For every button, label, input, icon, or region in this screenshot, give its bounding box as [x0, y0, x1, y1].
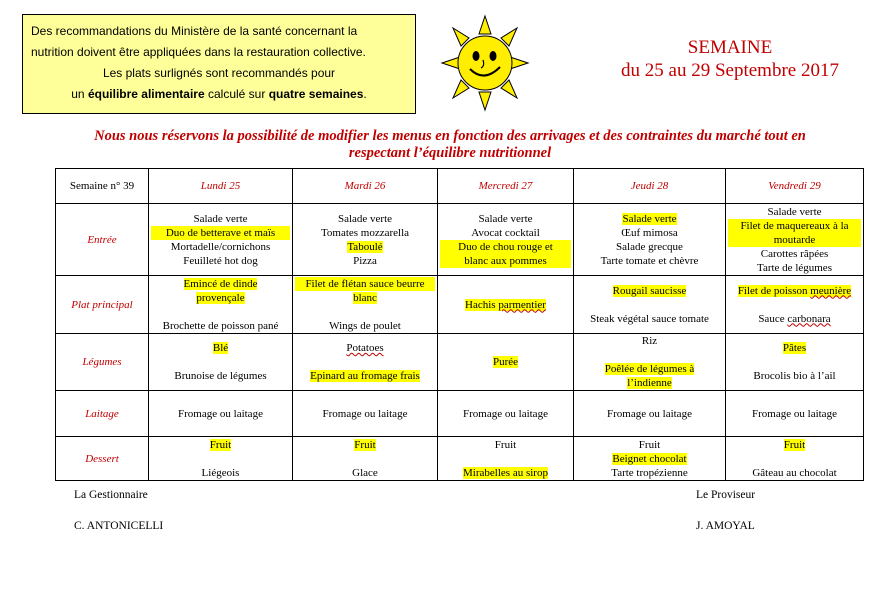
menu-item: Salade grecque: [616, 240, 683, 253]
menu-item-text: Hachis: [465, 298, 499, 311]
menu-item-recommended: l’indienne: [627, 377, 672, 389]
menu-item-recommended: provençale: [196, 291, 245, 304]
menu-item-recommended: Pâtes: [782, 342, 807, 354]
menu-item-recommended: Mirabelles au sirop: [463, 466, 548, 479]
table-row: [56, 334, 864, 391]
day-header-lundi: Lundi 25: [149, 169, 293, 204]
menu-item-recommended: [465, 299, 546, 311]
menu-item-text: parmentier: [498, 298, 546, 311]
menu-cell: [293, 204, 438, 276]
menu-item: Fromage ou laitage: [438, 391, 574, 437]
menu-cell: [438, 437, 574, 481]
menu-cell: [574, 276, 726, 334]
signature-left-role: La Gestionnaire: [74, 489, 148, 501]
notice-bold-balance: équilibre alimentaire: [87, 87, 205, 101]
menu-item: Fromage ou laitage: [293, 391, 438, 437]
menu-cell: [149, 437, 293, 481]
day-header-jeudi: Jeudi 28: [574, 169, 726, 204]
notice-line-4: [31, 84, 407, 105]
menu-item: Fromage ou laitage: [726, 391, 864, 437]
menu-cell: [726, 437, 864, 481]
day-header-mardi: Mardi 26: [293, 169, 438, 204]
week-heading: SEMAINE: [687, 37, 773, 58]
menu-item: Salade verte: [478, 212, 533, 225]
menu-item-text: Filet de poisson: [737, 284, 811, 297]
week-title: [585, 36, 873, 82]
menu-item: Fromage ou laitage: [149, 391, 293, 437]
menu-item-recommended: Filet de flétan sauce beurre: [295, 277, 435, 291]
menu-cell: [726, 204, 864, 276]
menu-item: Gâteau au chocolat: [752, 466, 837, 479]
menu-item: Tarte tropézienne: [611, 466, 688, 479]
menu-item: Potatoes: [346, 342, 384, 354]
menu-item-text: Sauce: [758, 312, 788, 325]
menu-item-recommended: Purée: [492, 356, 519, 368]
menu-item-recommended: Duo de betterave et maïs: [151, 226, 290, 240]
category-laitage: Laitage: [56, 391, 149, 437]
signature-right-name: J. AMOYAL: [696, 520, 755, 532]
menu-item: Carottes râpées: [760, 247, 829, 260]
menu-item: Pizza: [353, 254, 377, 267]
table-row: [56, 391, 864, 437]
menu-item: Brunoise de légumes: [174, 370, 267, 382]
menu-cell: [293, 276, 438, 334]
category-legumes: Légumes: [56, 334, 149, 391]
menu-cell: [726, 334, 864, 391]
menu-item: Tarte de légumes: [757, 261, 832, 274]
menu-cell: [293, 437, 438, 481]
menu-item-recommended: Blé: [212, 342, 229, 354]
menu-item: Wings de poulet: [329, 319, 401, 332]
menu-cell: [574, 204, 726, 276]
sun-icon: [440, 14, 530, 112]
table-row: [56, 204, 864, 276]
menu-item-recommended: Fruit: [354, 438, 376, 451]
menu-item-recommended: Fruit: [783, 438, 806, 451]
menu-cell: [149, 334, 293, 391]
menu-item-recommended: Emincé de dinde: [183, 277, 258, 290]
week-dates: du 25 au 29 Septembre 2017: [621, 60, 839, 81]
menu-item-recommended: [738, 285, 851, 297]
menu-item: Fruit: [494, 438, 517, 451]
menu-item-text: carbonara: [787, 312, 831, 325]
notice-text: .: [363, 87, 367, 101]
menu-item-text: meunière: [810, 284, 852, 297]
menu-disclaimer: [50, 128, 850, 162]
menu-item-recommended: Salade verte: [622, 212, 677, 225]
menu-item: Liégeois: [201, 466, 240, 479]
menu-item: Œuf mimosa: [621, 226, 678, 239]
menu-item: Tarte tomate et chèvre: [600, 254, 699, 267]
menu-cell: [438, 334, 574, 391]
notice-bold-weeks: quatre semaines: [268, 87, 364, 101]
category-entree: Entrée: [56, 204, 149, 276]
notice-line-2: nutrition doivent être appliquées dans la restauration collective.: [31, 45, 366, 59]
table-row: [56, 276, 864, 334]
table-header-row: [56, 169, 864, 204]
menu-item-recommended: Beignet chocolat: [612, 452, 687, 465]
menu-item: Salade verte: [193, 212, 248, 225]
menu-item: Salade verte: [767, 205, 822, 218]
menu-item: Fromage ou laitage: [574, 391, 726, 437]
menu-item-recommended: blanc aux pommes: [440, 254, 571, 268]
menu-item: Salade verte: [337, 212, 393, 225]
menu-cell: [438, 276, 574, 334]
menu-item-recommended: blanc: [353, 291, 377, 304]
menu-item-recommended: Epinard au fromage frais: [310, 370, 420, 382]
menu-item: Glace: [352, 466, 378, 479]
day-header-vendredi: Vendredi 29: [726, 169, 864, 204]
week-number: Semaine n° 39: [56, 169, 149, 204]
menu-item: Mortadelle/cornichons: [170, 240, 271, 253]
menu-item: Fruit: [638, 438, 661, 451]
menu-cell: [574, 334, 726, 391]
menu-item-recommended: Filet de maquereaux à la: [728, 219, 861, 233]
menu-cell: [293, 334, 438, 391]
disclaimer-line-1: Nous nous réservons la possibilité de modifier les menus en fonction des arrivages et des contraintes du marché tout en: [94, 128, 806, 144]
signature-left-name: C. ANTONICELLI: [74, 520, 164, 532]
notice-text: calculé sur: [204, 87, 269, 101]
menu-item-recommended: Duo de chou rouge et: [440, 240, 571, 254]
menu-item: Feuilleté hot dog: [183, 254, 258, 267]
notice-line-3: Les plats surlignés sont recommandés pour: [102, 66, 336, 80]
menu-item: Brochette de poisson pané: [162, 319, 279, 332]
menu-cell: [726, 276, 864, 334]
menu-cell: [574, 437, 726, 481]
recommendation-notice: [22, 14, 416, 114]
disclaimer-line-2: respectant l’équilibre nutritionnel: [348, 145, 552, 161]
notice-text: un: [71, 87, 88, 101]
menu-cell: [149, 204, 293, 276]
day-header-mercredi: Mercredi 27: [438, 169, 574, 204]
menu-item-recommended: Rougail saucisse: [612, 284, 687, 297]
menu-cell: [438, 204, 574, 276]
menu-item: [728, 312, 861, 326]
menu-item-recommended: moutarde: [728, 233, 861, 247]
menu-item: Avocat cocktail: [471, 226, 540, 239]
menu-item: Steak végétal sauce tomate: [590, 312, 709, 325]
menu-item: Tomates mozzarella: [320, 226, 410, 239]
menu-item-recommended: Poêlée de légumes à: [604, 363, 695, 375]
menu-table: [55, 168, 864, 481]
menu-item: Brocolis bio à l’ail: [753, 370, 836, 382]
menu-item: Riz: [641, 335, 658, 347]
category-dessert: Dessert: [56, 437, 149, 481]
menu-item-recommended: Fruit: [209, 438, 232, 451]
menu-cell: [149, 276, 293, 334]
category-plat-principal: Plat principal: [56, 276, 149, 334]
table-row: [56, 437, 864, 481]
menu-item-recommended: Taboulé: [347, 240, 383, 253]
signature-right-role: Le Proviseur: [696, 489, 756, 501]
notice-line-1: Des recommandations du Ministère de la santé concernant la: [31, 24, 358, 38]
